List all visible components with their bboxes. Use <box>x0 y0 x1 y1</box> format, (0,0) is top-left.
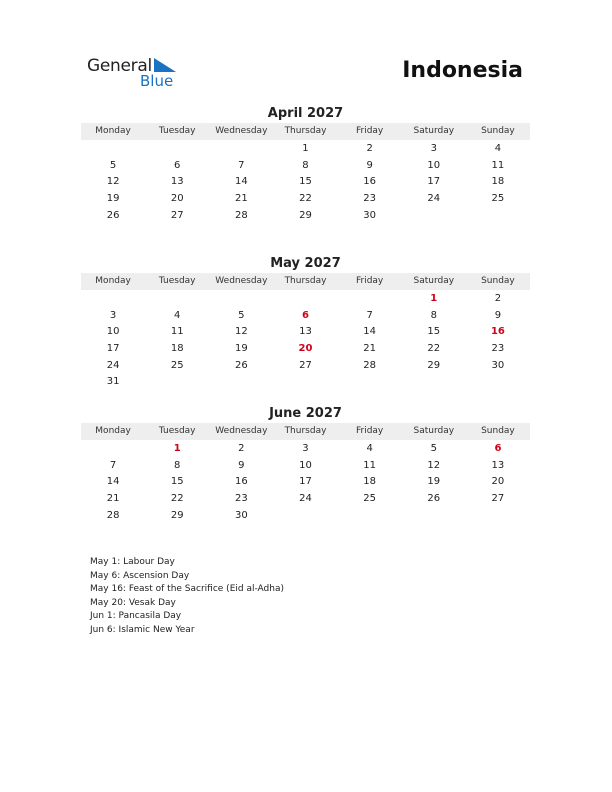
day-cell: 7 <box>109 459 117 471</box>
weekday-header <box>81 273 530 290</box>
weekday-label: Sunday <box>481 276 515 286</box>
day-cell: 29 <box>299 209 312 221</box>
day-cell: 27 <box>299 359 312 371</box>
holiday-day-cell: 6 <box>302 309 309 321</box>
day-cell: 21 <box>234 193 248 205</box>
day-cell: 25 <box>491 193 505 205</box>
weekday-label: Tuesday <box>158 426 196 436</box>
empty-day-cell <box>209 291 273 308</box>
holiday-note: Jun 6: Islamic New Year <box>90 624 195 635</box>
day-cell: 16 <box>363 176 376 188</box>
day-cell: 8 <box>174 459 181 471</box>
day-cell: 26 <box>106 209 120 221</box>
weekday-header <box>81 123 530 140</box>
day-cell: 20 <box>491 476 505 488</box>
weekday-label: Wednesday <box>215 426 268 436</box>
weekday-label: Wednesday <box>215 126 268 136</box>
weekday-label: Thursday <box>284 426 327 436</box>
day-cell: 3 <box>430 143 437 154</box>
day-cell: 10 <box>106 326 120 338</box>
holiday-day-cell: 16 <box>490 326 505 338</box>
day-cell: 2 <box>494 293 502 304</box>
day-cell: 9 <box>238 459 245 471</box>
day-cell: 11 <box>491 159 505 171</box>
day-cell: 13 <box>491 459 505 471</box>
day-cell: 31 <box>106 376 120 388</box>
weekday-label: Saturday <box>413 276 455 286</box>
day-cell: 29 <box>427 359 441 371</box>
day-cell: 17 <box>299 476 312 488</box>
day-cell: 10 <box>299 459 312 471</box>
day-cell: 9 <box>366 159 373 171</box>
day-cell: 26 <box>427 493 441 505</box>
day-cell: 22 <box>170 493 184 505</box>
day-cell: 4 <box>366 443 373 454</box>
day-cell: 26 <box>234 359 248 371</box>
day-cell: 20 <box>170 193 184 205</box>
day-cell: 6 <box>174 159 181 171</box>
day-cell: 17 <box>106 343 120 355</box>
day-cell: 30 <box>491 359 505 371</box>
day-cell: 19 <box>234 343 248 355</box>
flag-icon <box>154 58 176 72</box>
day-cell: 25 <box>363 493 376 505</box>
country-title: Indonesia <box>402 58 523 83</box>
day-cell: 5 <box>238 309 245 321</box>
holiday-day-cell: 6 <box>494 443 502 454</box>
day-cell: 13 <box>299 326 312 338</box>
month-april <box>81 106 530 224</box>
day-cell: 23 <box>363 193 376 205</box>
empty-day-cell <box>81 291 145 308</box>
weekday-label: Friday <box>355 426 384 436</box>
holiday-note: Jun 1: Pancasila Day <box>90 611 182 622</box>
day-cell: 7 <box>366 309 373 321</box>
holiday-day-cell: 20 <box>298 343 313 355</box>
empty-day-cell <box>209 141 273 158</box>
month-title: May 2027 <box>270 256 341 271</box>
weekday-label: Friday <box>355 126 384 136</box>
weekday-label: Monday <box>95 426 131 436</box>
day-cell: 3 <box>302 443 309 454</box>
day-cell: 11 <box>170 326 184 338</box>
holiday-note: May 1: Labour Day <box>90 557 175 567</box>
day-cell: 7 <box>238 159 245 171</box>
holiday-day-cell: 1 <box>430 293 438 304</box>
day-cell: 19 <box>427 476 441 488</box>
weekday-label: Sunday <box>481 126 515 136</box>
day-cell: 14 <box>234 176 248 188</box>
day-cell: 23 <box>491 343 505 355</box>
day-cell: 12 <box>234 326 248 338</box>
month-may <box>81 256 530 391</box>
day-cell: 4 <box>174 309 181 321</box>
day-cell: 23 <box>234 493 248 505</box>
empty-day-cell <box>145 291 209 308</box>
weekday-label: Tuesday <box>158 276 196 286</box>
day-cell: 12 <box>427 459 441 471</box>
day-cell: 30 <box>234 509 248 521</box>
empty-day-cell <box>81 441 145 458</box>
day-cell: 28 <box>234 209 248 221</box>
holiday-note: May 16: Feast of the Sacrifice (Eid al-Adha) <box>90 584 284 595</box>
weekday-label: Friday <box>355 276 384 286</box>
day-cell: 13 <box>170 176 184 188</box>
day-cell: 15 <box>427 326 441 338</box>
weekday-label: Thursday <box>284 276 327 286</box>
day-cell: 18 <box>170 343 184 355</box>
day-cell: 30 <box>363 209 376 221</box>
generalblue-logo <box>87 56 187 92</box>
day-cell: 10 <box>427 159 441 171</box>
day-cell: 15 <box>170 476 184 488</box>
day-cell: 4 <box>494 143 502 154</box>
day-grid <box>81 441 530 524</box>
day-cell: 15 <box>299 176 312 188</box>
weekday-label: Tuesday <box>158 126 196 136</box>
day-cell: 24 <box>106 359 120 371</box>
holiday-note: May 20: Vesak Day <box>90 597 176 608</box>
weekday-label: Saturday <box>413 126 455 136</box>
day-cell: 27 <box>170 209 184 221</box>
day-cell: 22 <box>427 343 441 355</box>
day-cell: 24 <box>427 193 441 205</box>
holiday-note: May 6: Ascension Day <box>90 570 190 581</box>
day-cell: 3 <box>109 309 117 321</box>
logo-general-text: General <box>87 56 152 76</box>
day-cell: 22 <box>299 193 312 205</box>
day-cell: 11 <box>363 459 376 471</box>
logo-blue-text: Blue <box>140 72 174 90</box>
day-cell: 24 <box>299 493 312 505</box>
month-title: June 2027 <box>269 406 342 421</box>
day-cell: 9 <box>494 309 502 321</box>
weekday-label: Sunday <box>481 426 515 436</box>
day-grid <box>81 141 530 224</box>
day-cell: 16 <box>234 476 248 488</box>
day-cell: 14 <box>106 476 120 488</box>
day-cell: 21 <box>106 493 120 505</box>
day-cell: 5 <box>109 159 117 171</box>
holiday-day-cell: 1 <box>173 443 181 454</box>
day-cell: 5 <box>430 443 437 454</box>
day-cell: 27 <box>491 493 505 505</box>
month-title: April 2027 <box>267 106 344 121</box>
empty-day-cell <box>81 141 145 158</box>
month-june <box>81 406 530 524</box>
day-cell: 19 <box>106 193 120 205</box>
day-cell: 28 <box>106 509 120 521</box>
day-cell: 2 <box>366 143 373 154</box>
day-cell: 18 <box>491 176 505 188</box>
day-cell: 17 <box>427 176 441 188</box>
day-grid <box>81 291 530 391</box>
day-cell: 8 <box>302 159 309 171</box>
day-cell: 14 <box>363 326 376 338</box>
weekday-label: Saturday <box>413 426 455 436</box>
weekday-label: Monday <box>95 276 131 286</box>
empty-day-cell <box>338 291 402 308</box>
day-cell: 28 <box>363 359 376 371</box>
holiday-notes <box>90 556 284 638</box>
day-cell: 18 <box>363 476 376 488</box>
weekday-label: Monday <box>95 126 131 136</box>
empty-day-cell <box>145 141 209 158</box>
weekday-header <box>81 423 530 440</box>
day-cell: 29 <box>170 509 184 521</box>
day-cell: 21 <box>363 343 376 355</box>
empty-day-cell <box>273 291 337 308</box>
weekday-label: Thursday <box>284 126 327 136</box>
day-cell: 12 <box>106 176 120 188</box>
day-cell: 2 <box>238 443 245 454</box>
day-cell: 25 <box>170 359 184 371</box>
day-cell: 8 <box>430 309 437 321</box>
day-cell: 1 <box>302 143 309 154</box>
weekday-label: Wednesday <box>215 276 268 286</box>
